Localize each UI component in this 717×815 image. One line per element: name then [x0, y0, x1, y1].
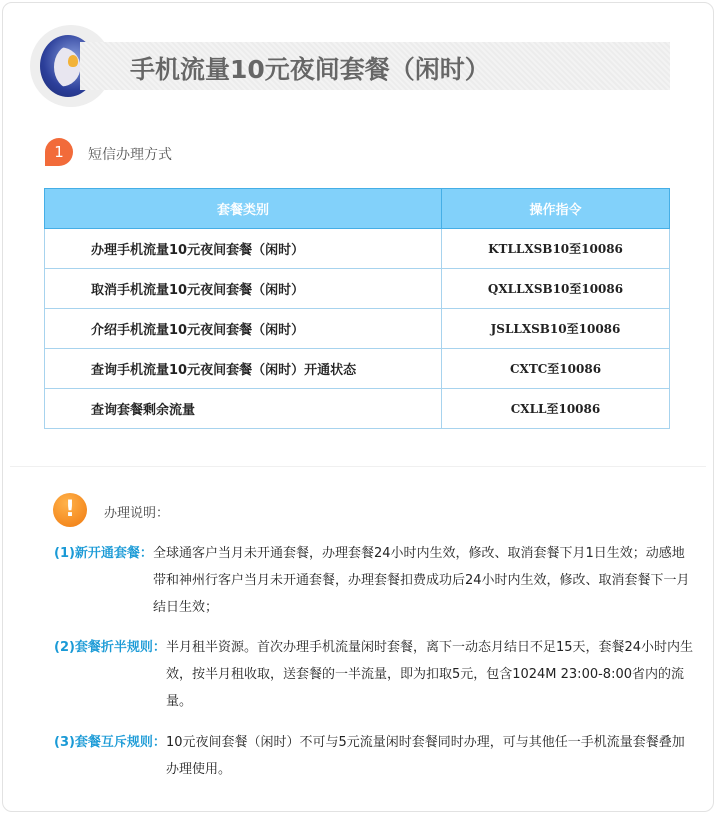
notes-title: 办理说明：: [104, 506, 170, 521]
table-row: [45, 309, 670, 349]
note-item: [54, 634, 694, 715]
note-text: 半月租半资源。首次办理手机流量闲时套餐，离下一动态月结日不足15天，套餐24小时内生效，按半月租收取，送套餐的一半流量，即为扣取5元，包含1024M 23:00-8:00省内的流量。: [165, 640, 694, 709]
page-title: 手机流量10元夜间套餐（闲时）: [130, 55, 490, 84]
column-header: 套餐类别: [45, 189, 442, 229]
command-table: [44, 188, 670, 429]
note-label: (3)套餐互斥规则：: [54, 735, 166, 750]
note-item: [54, 540, 694, 621]
table-header-row: [45, 189, 670, 229]
note-item: [54, 729, 694, 783]
package-type-cell: 办理手机流量10元夜间套餐（闲时）: [45, 229, 442, 269]
command-cell: QXLLXSB10至10086: [442, 269, 670, 309]
package-type-cell: 查询套餐剩余流量: [45, 389, 442, 429]
package-type-cell: 介绍手机流量10元夜间套餐（闲时）: [45, 309, 442, 349]
section-title: 短信办理方式: [88, 147, 172, 163]
note-text: 全球通客户当月未开通套餐，办理套餐24小时内生效，修改、取消套餐下月1日生效；动感地带和神州行客户当月未开通套餐，办理套餐扣费成功后24小时内生效，修改、取消套餐下一月结日生效；: [152, 546, 690, 615]
section-divider: [10, 466, 706, 467]
table-row: [45, 269, 670, 309]
command-cell: CXTC至10086: [442, 349, 670, 389]
note-label: (1)新开通套餐：: [54, 546, 153, 561]
command-cell: CXLL至10086: [442, 389, 670, 429]
command-cell: JSLLXSB10至10086: [442, 309, 670, 349]
note-label: (2)套餐折半规则：: [54, 640, 166, 655]
note-text: 10元夜间套餐（闲时）不可与5元流量闲时套餐同时办理，可与其他任一手机流量套餐叠加办理使用。: [165, 735, 685, 777]
table-row: [45, 389, 670, 429]
column-header: 操作指令: [442, 189, 670, 229]
package-type-cell: 取消手机流量10元夜间套餐（闲时）: [45, 269, 442, 309]
command-cell: KTLLXSB10至10086: [442, 229, 670, 269]
package-type-cell: 查询手机流量10元夜间套餐（闲时）开通状态: [45, 349, 442, 389]
table-row: [45, 349, 670, 389]
step-number-badge: 1: [45, 138, 73, 166]
table-row: [45, 229, 670, 269]
warning-icon: !: [53, 493, 87, 527]
